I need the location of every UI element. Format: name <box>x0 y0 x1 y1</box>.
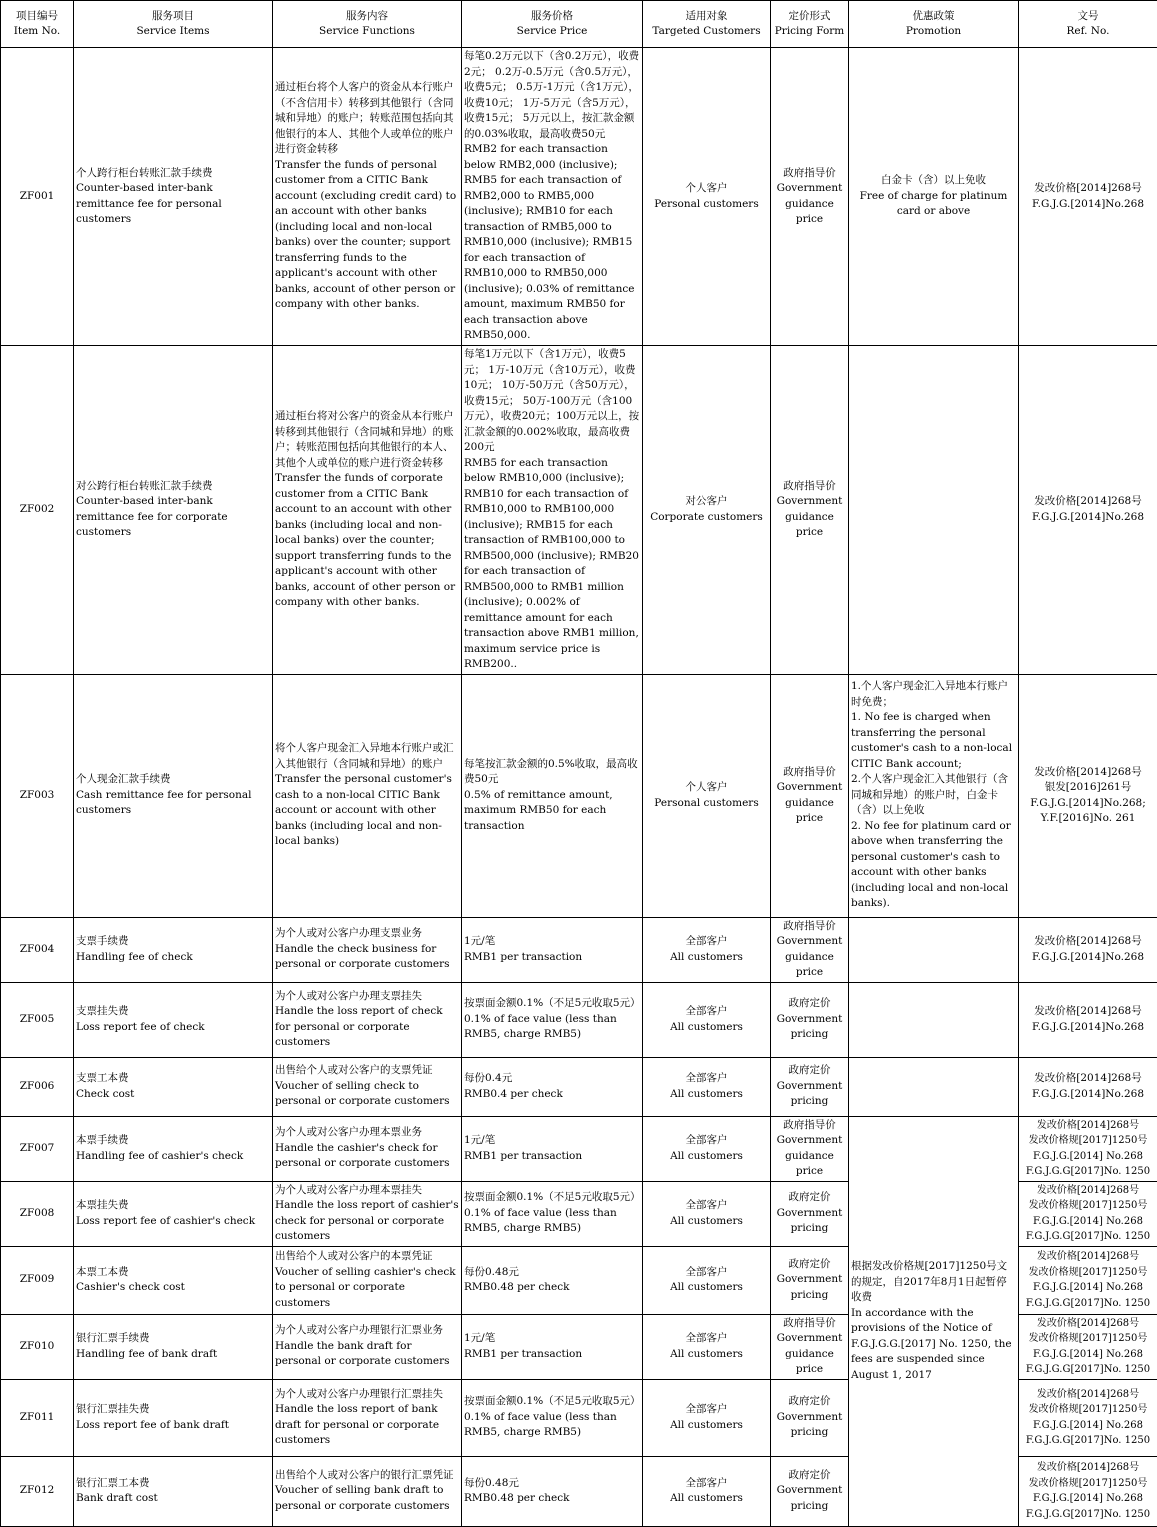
service-price: 每笔按汇款金额的0.5%收取，最高收费50元 0.5% of remittance amount, maximum RMB50 for each transaction <box>462 674 643 917</box>
table-row <box>1 982 1157 1057</box>
targeted-customers: 全部客户 All customers <box>643 1314 771 1379</box>
pricing-form: 政府定价 Government pricing <box>771 982 849 1057</box>
item-no: ZF003 <box>1 674 74 917</box>
pricing-form: 政府指导价 Government guidance price <box>771 1314 849 1379</box>
item-no: ZF007 <box>1 1116 74 1181</box>
item-no: ZF012 <box>1 1456 74 1526</box>
service-function: 出售给个人或对公客户的银行汇票凭证 Voucher of selling bank draft to personal or corporate customers <box>273 1456 462 1526</box>
service-function: 通过柜台将对公客户的资金从本行账户转移到其他银行（含同城和异地）的账户；转账范围包括向其他银行的本人、其他个人或单位的账户进行资金转移 Transfer the funds of corporate customer from a CITIC Bank account to an account with other banks (including local and non-local banks) over the counter; support transferring funds to the applicant's account with other banks, account of other person or company with other banks. <box>273 346 462 675</box>
pricing-form: 政府指导价 Government guidance price <box>771 917 849 982</box>
pricing-form: 政府指导价 Government guidance price <box>771 346 849 675</box>
table-row <box>1 48 1157 346</box>
service-item: 本票工本费 Cashier's check cost <box>74 1246 273 1314</box>
targeted-customers: 全部客户 All customers <box>643 1116 771 1181</box>
item-no: ZF009 <box>1 1246 74 1314</box>
table-row <box>1 917 1157 982</box>
ref-no: 发改价格[2014]268号 发改价格规[2017]1250号 F.G.J.G.[2014] No.268 F.G.J.G.G[2017]No. 1250 <box>1019 1314 1157 1379</box>
item-no: ZF004 <box>1 917 74 982</box>
service-item: 支票工本费 Check cost <box>74 1057 273 1116</box>
service-item: 个人跨行柜台转账汇款手续费 Counter-based inter-bank remittance fee for personal customers <box>74 48 273 346</box>
ref-no: 发改价格[2014]268号 F.G.J.G.[2014]No.268 <box>1019 982 1157 1057</box>
promotion-suspension: 根据发改价格规[2017]1250号文的规定，自2017年8月1日起暂停收费 In accordance with the provisions of the Notice of F.G.J.G.G.[2017] No. 1250, the fees are suspended since August 1, 2017 <box>849 1116 1019 1526</box>
table-row <box>1 1057 1157 1116</box>
targeted-customers: 全部客户 All customers <box>643 982 771 1057</box>
service-item: 银行汇票挂失费 Loss report fee of bank draft <box>74 1379 273 1456</box>
targeted-customers: 全部客户 All customers <box>643 1456 771 1526</box>
service-item: 支票挂失费 Loss report fee of check <box>74 982 273 1057</box>
item-no: ZF002 <box>1 346 74 675</box>
service-function: 将个人客户现金汇入异地本行账户或汇入其他银行（含同城和异地）的账户 Transfer the personal customer's cash to a non-local CITIC Bank account or account with other banks (including local and non-local banks) <box>273 674 462 917</box>
service-item: 本票手续费 Handling fee of cashier's check <box>74 1116 273 1181</box>
service-price: 1元/笔 RMB1 per transaction <box>462 917 643 982</box>
service-item: 对公跨行柜台转账汇款手续费 Counter-based inter-bank remittance fee for corporate customers <box>74 346 273 675</box>
targeted-customers: 对公客户 Corporate customers <box>643 346 771 675</box>
ref-no: 发改价格[2014]268号 发改价格规[2017]1250号 F.G.J.G.[2014] No.268 F.G.J.G.G[2017]No. 1250 <box>1019 1181 1157 1246</box>
pricing-form: 政府定价 Government pricing <box>771 1181 849 1246</box>
header-promotion: 优惠政策 Promotion <box>849 1 1019 48</box>
pricing-form: 政府指导价 Government guidance price <box>771 674 849 917</box>
ref-no: 发改价格[2014]268号 发改价格规[2017]1250号 F.G.J.G.[2014] No.268 F.G.J.G.G[2017]No. 1250 <box>1019 1116 1157 1181</box>
promotion <box>849 346 1019 675</box>
service-price: 每份0.48元 RMB0.48 per check <box>462 1456 643 1526</box>
service-price: 每份0.48元 RMB0.48 per check <box>462 1246 643 1314</box>
promotion <box>849 917 1019 982</box>
header-row <box>1 1 1157 48</box>
service-item: 支票手续费 Handling fee of check <box>74 917 273 982</box>
service-price: 按票面金额0.1%（不足5元收取5元） 0.1% of face value (less than RMB5, charge RMB5) <box>462 1379 643 1456</box>
ref-no: 发改价格[2014]268号 F.G.J.G.[2014]No.268 <box>1019 48 1157 346</box>
ref-no: 发改价格[2014]268号 发改价格规[2017]1250号 F.G.J.G.[2014] No.268 F.G.J.G.G[2017]No. 1250 <box>1019 1379 1157 1456</box>
ref-no: 发改价格[2014]268号 发改价格规[2017]1250号 F.G.J.G.[2014] No.268 F.G.J.G.G[2017]No. 1250 <box>1019 1246 1157 1314</box>
service-price: 1元/笔 RMB1 per transaction <box>462 1314 643 1379</box>
ref-no: 发改价格[2014]268号 发改价格规[2017]1250号 F.G.J.G.[2014] No.268 F.G.J.G.G[2017]No. 1250 <box>1019 1456 1157 1526</box>
service-item: 个人现金汇款手续费 Cash remittance fee for personal customers <box>74 674 273 917</box>
service-item: 银行汇票手续费 Handling fee of bank draft <box>74 1314 273 1379</box>
table-row <box>1 1116 1157 1181</box>
pricing-form: 政府指导价 Government guidance price <box>771 1116 849 1181</box>
service-function: 通过柜台将个人客户的资金从本行账户（不含信用卡）转移到其他银行（含同城和异地）的账户；转账范围包括向其他银行的本人、其他个人或单位的账户进行资金转移 Transfer the funds of personal customer from a CITIC Bank account (excluding credit card) to an account with other banks (including local and non-local banks) over the counter; support transferring funds to the applicant's account with other banks, account of other person or company with other banks. <box>273 48 462 346</box>
targeted-customers: 全部客户 All customers <box>643 1181 771 1246</box>
item-no: ZF001 <box>1 48 74 346</box>
header-item-no: 项目编号 Item No. <box>1 1 74 48</box>
header-targeted-customers: 适用对象 Targeted Customers <box>643 1 771 48</box>
ref-no: 发改价格[2014]268号 F.G.J.G.[2014]No.268 <box>1019 346 1157 675</box>
targeted-customers: 个人客户 Personal customers <box>643 674 771 917</box>
promotion <box>849 982 1019 1057</box>
service-function: 为个人或对公客户办理支票业务 Handle the check business for personal or corporate customers <box>273 917 462 982</box>
promotion: 白金卡（含）以上免收 Free of charge for platinum card or above <box>849 48 1019 346</box>
service-function: 为个人或对公客户办理本票业务 Handle the cashier's check for personal or corporate customers <box>273 1116 462 1181</box>
table-row <box>1 674 1157 917</box>
item-no: ZF006 <box>1 1057 74 1116</box>
pricing-form: 政府定价 Government pricing <box>771 1246 849 1314</box>
targeted-customers: 全部客户 All customers <box>643 1246 771 1314</box>
ref-no: 发改价格[2014]268号 银发[2016]261号 F.G.J.G.[2014]No.268; Y.F.[2016]No. 261 <box>1019 674 1157 917</box>
header-ref-no: 文号 Ref. No. <box>1019 1 1157 48</box>
service-price: 1元/笔 RMB1 per transaction <box>462 1116 643 1181</box>
service-item: 银行汇票工本费 Bank draft cost <box>74 1456 273 1526</box>
service-price: 按票面金额0.1%（不足5元收取5元） 0.1% of face value (less than RMB5, charge RMB5) <box>462 1181 643 1246</box>
header-service-functions: 服务内容 Service Functions <box>273 1 462 48</box>
service-price: 按票面金额0.1%（不足5元收取5元） 0.1% of face value (less than RMB5, charge RMB5) <box>462 982 643 1057</box>
ref-no: 发改价格[2014]268号 F.G.J.G.[2014]No.268 <box>1019 1057 1157 1116</box>
item-no: ZF005 <box>1 982 74 1057</box>
header-service-price: 服务价格 Service Price <box>462 1 643 48</box>
service-function: 为个人或对公客户办理本票挂失 Handle the loss report of cashier's check for personal or corporate customers <box>273 1181 462 1246</box>
table-row <box>1 346 1157 675</box>
service-item: 本票挂失费 Loss report fee of cashier's check <box>74 1181 273 1246</box>
service-function: 为个人或对公客户办理支票挂失 Handle the loss report of check for personal or corporate customers <box>273 982 462 1057</box>
item-no: ZF008 <box>1 1181 74 1246</box>
targeted-customers: 全部客户 All customers <box>643 1057 771 1116</box>
service-function: 出售给个人或对公客户的支票凭证 Voucher of selling check to personal or corporate customers <box>273 1057 462 1116</box>
pricing-form: 政府定价 Government pricing <box>771 1057 849 1116</box>
service-price: 每份0.4元 RMB0.4 per check <box>462 1057 643 1116</box>
pricing-form: 政府指导价 Government guidance price <box>771 48 849 346</box>
service-function: 为个人或对公客户办理银行汇票挂失 Handle the loss report of bank draft for personal or corporate customers <box>273 1379 462 1456</box>
service-function: 出售给个人或对公客户的本票凭证 Voucher of selling cashier's check to personal or corporate customers <box>273 1246 462 1314</box>
item-no: ZF011 <box>1 1379 74 1456</box>
targeted-customers: 个人客户 Personal customers <box>643 48 771 346</box>
pricing-form: 政府定价 Government pricing <box>771 1379 849 1456</box>
pricing-form: 政府定价 Government pricing <box>771 1456 849 1526</box>
service-function: 为个人或对公客户办理银行汇票业务 Handle the bank draft for personal or corporate customers <box>273 1314 462 1379</box>
ref-no: 发改价格[2014]268号 F.G.J.G.[2014]No.268 <box>1019 917 1157 982</box>
service-price: 每笔0.2万元以下（含0.2万元），收费2元； 0.2万-0.5万元（含0.5万元），收费5元； 0.5万-1万元（含1万元），收费10元； 1万-5万元（含5万元），收费15元； 5万元以上，按汇款金额的0.03%收取，最高收费50元 RMB2 for each transaction below RMB2,000 (inclusive); RMB5 for each transaction of RMB2,000 to RMB5,000 (inclusive); RMB10 for each transaction of RMB5,000 to RMB10,000 (inclusive); RMB15 for each transaction of RMB10,000 to RMB50,000 (inclusive); 0.03% of remittance amount, maximum RMB50 for each transaction above RMB50,000. <box>462 48 643 346</box>
targeted-customers: 全部客户 All customers <box>643 917 771 982</box>
item-no: ZF010 <box>1 1314 74 1379</box>
promotion <box>849 1057 1019 1116</box>
header-pricing-form: 定价形式 Pricing Form <box>771 1 849 48</box>
service-price: 每笔1万元以下（含1万元），收费5元； 1万-10万元（含10万元），收费10元； 10万-50万元（含50万元），收费15元； 50万-100万元（含100万元），收费20元；100万元以上，按汇款金额的0.002%收取，最高收费200元 RMB5 for each transaction below RMB10,000 (inclusive); RMB10 for each transaction of RMB10,000 to RMB100,000 (inclusive); RMB15 for each transaction of RMB100,000 to RMB500,000 (inclusive); RMB20 for each transaction of RMB500,000 to RMB1 million (inclusive); 0.002% of remittance amount for each transaction above RMB1 million, maximum service price is RMB200.. <box>462 346 643 675</box>
promotion: 1.个人客户现金汇入异地本行账户时免费； 1. No fee is charged when transferring the personal customer's cash to a non-local CITIC Bank account; 2.个人客户现金汇入其他银行（含同城和异地）的账户时，白金卡（含）以上免收 2. No fee for platinum card or above when transferring the personal customer's cash to account with other banks (including local and non-local banks). <box>849 674 1019 917</box>
header-service-items: 服务项目 Service Items <box>74 1 273 48</box>
targeted-customers: 全部客户 All customers <box>643 1379 771 1456</box>
